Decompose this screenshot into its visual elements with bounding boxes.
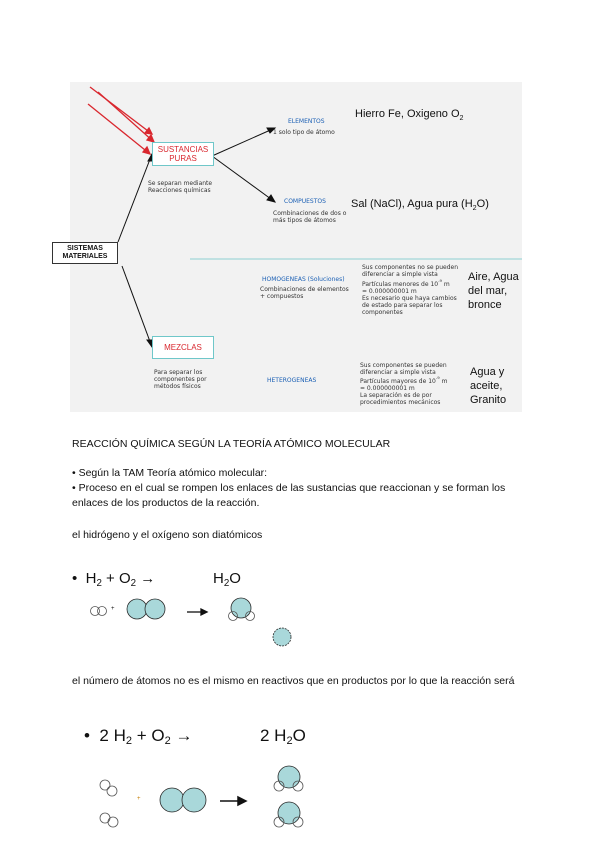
not-same-note: el número de átomos no es el mismo en reactivos que en productos por lo que la reacción será [72,675,515,687]
heterogeneas-example: Agua y aceite, Granito [470,366,507,406]
heterogeneas-label: HETEROGENEAS [267,377,317,384]
sistemas-materiales-box: SISTEMAS MATERIALES [52,242,118,264]
heterogeneas-description: Sus componentes se pueden diferenciar a simple vista Partículas mayores de $10^{-9}$ m = 0.000000001 m La separación es de por procedimientos mecánicos [360,362,448,406]
elementos-label: ELEMENTOS [288,118,325,125]
compuestos-example: Sal (NaCl), Agua pura $(H_2O)$ [351,198,489,212]
h2-molecule [91,607,107,616]
section-title: REACCIÓN QUÍMICA SEGÚN LA TEORÍA ATÓMICO MOLECULAR [72,438,391,450]
plus-sign-2: + [137,796,141,802]
h2o-molecule [229,598,255,621]
sustancias-puras-box: SUSTANCIAS PURAS [152,142,214,166]
compuestos-note: Combinaciones de dos o más tipos de átomos [273,210,347,224]
homogeneas-example: Aire, Agua del mar, bronce [468,271,519,311]
elementos-note: 1 solo tipo de átomo [273,129,335,136]
homogeneas-note: Combinaciones de elementos + compuestos [260,286,349,300]
mezclas-box: MEZCLAS [152,336,214,359]
plus-sign-1: + [111,606,115,612]
o2-molecule-balanced [160,788,206,812]
bullet-tam: • Según la TAM Teoría atómico molecular: [72,467,268,479]
equation-unbalanced-product: $H_2O$ [213,570,241,589]
equation-balanced: • 2 $H_2 + O_2$ → [84,726,193,747]
reaction-arrow [187,609,207,615]
diatomic-note: el hidrógeno y el oxígeno son diatómicos [72,529,263,541]
homogeneas-label: HOMOGENEAS (Soluciones) [262,276,345,283]
classification-diagram [62,82,522,412]
reaction-arrow-balanced [220,797,246,805]
equation-balanced-product: 2 $H_2O$ [260,726,306,747]
bullet-process: • Proceso en el cual se rompen los enlaces de las sustancias que reaccionan y se forman los enlaces de los productos de la reacción. [72,482,506,509]
h2-molecules [100,780,118,827]
h2o-molecules-balanced [274,766,303,827]
elementos-example: Hierro Fe, Oxigeno $O_2$ [355,108,464,122]
sustancias-note: Se separan mediante Reacciones químicas [148,180,213,194]
equation-unbalanced: • $H_2 + O_2$ → [72,570,156,589]
compuestos-label: COMPUESTOS [284,198,326,205]
mezclas-note: Para separar los componentes por métodos físicos [154,369,207,390]
leftover-oxygen [273,628,291,646]
o2-molecule [127,599,165,619]
homogeneas-description: Sus componentes no se pueden diferenciar a simple vista Partículas menores de $10^{-9}$ m = 0.000000001 m Es necesario que haya cambios de estado para separar los componentes [362,264,459,316]
molecule-diagram-balanced [95,755,325,835]
molecule-diagram-unbalanced [85,595,315,650]
